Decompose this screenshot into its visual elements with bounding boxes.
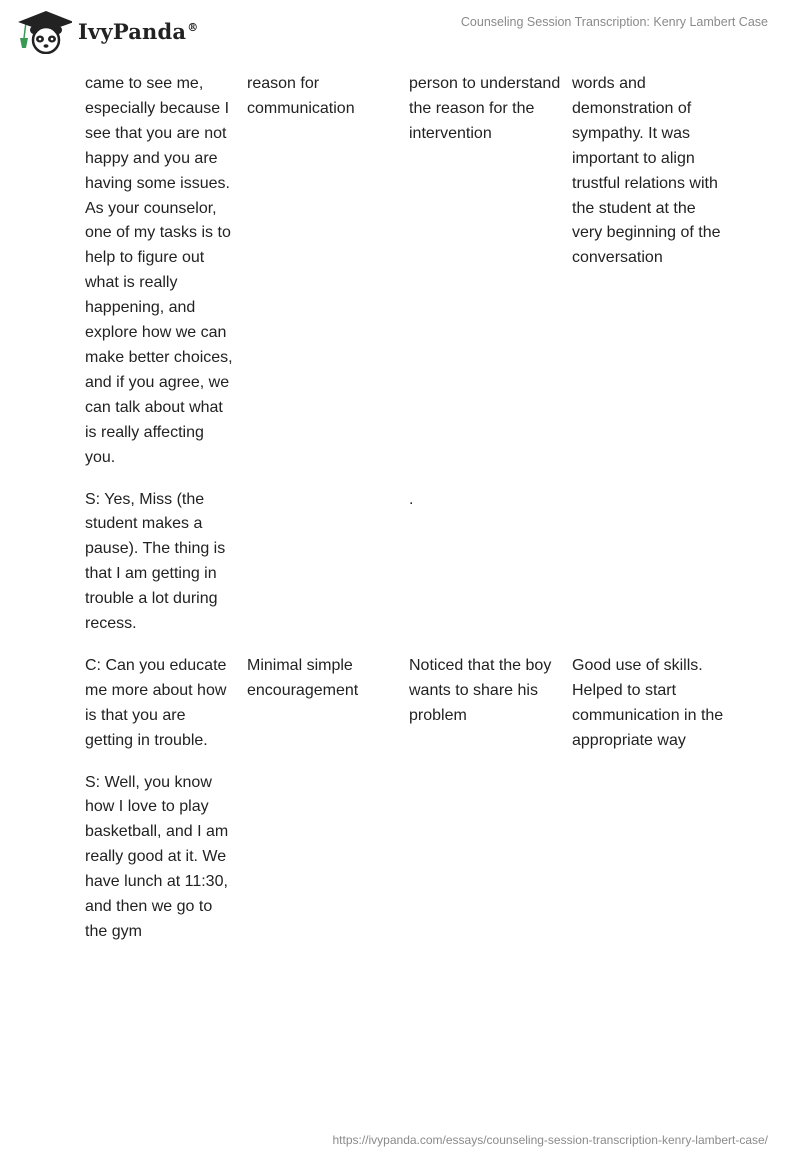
source-url[interactable]: https://ivypanda.com/essays/counseling-session-transcription-kenry-lambert-case/ <box>332 1133 768 1147</box>
evaluation-cell <box>572 771 735 945</box>
transcription-table <box>85 72 735 962</box>
skill-cell: Minimal simple encouragement <box>247 656 359 699</box>
purpose-cell: Noticed that the boy wants to share his problem <box>409 656 552 724</box>
transcript-cell: S: Yes, Miss (the student makes a pause). The thing is that I am getting in trouble a lot during recess. <box>85 490 226 633</box>
document-title: Counseling Session Transcription: Kenry Lambert Case <box>460 15 768 29</box>
skill-cell <box>247 771 409 945</box>
table-row <box>85 771 735 945</box>
purpose-cell <box>409 771 572 945</box>
page-header <box>0 0 800 62</box>
table-row <box>85 654 735 754</box>
brand-logo[interactable] <box>14 8 198 54</box>
transcript-cell: S: Well, you know how I love to play basketball, and I am really good at it. We have lunch at 11:30, and then we go to the gym <box>85 773 229 940</box>
transcript-cell: C: Can you educate me more about how is that you are getting in trouble. <box>85 656 227 749</box>
panda-graduate-icon <box>14 8 72 54</box>
brand-name: IvyPanda® <box>78 18 199 44</box>
table-row <box>85 488 735 637</box>
purpose-cell: person to understand the reason for the intervention <box>409 75 561 142</box>
transcript-cell: came to see me, especially because I see that you are not happy and you are having some issues. As your counselor, one of my tasks is to help to figure out what is really happening, and explore how we can make better choices, and if you agree, we can talk about what is really affecting you. <box>85 75 233 466</box>
evaluation-cell <box>572 488 735 637</box>
purpose-cell: . <box>409 490 414 508</box>
evaluation-cell: words and demonstration of sympathy. It was important to align trustful relations with the student at the very beginning of the conversation <box>572 75 721 267</box>
evaluation-cell: Good use of skills. Helped to start communication in the appropriate way <box>572 656 724 749</box>
table-row <box>85 72 735 471</box>
skill-cell <box>247 488 409 637</box>
skill-cell: reason for communication <box>247 75 355 117</box>
